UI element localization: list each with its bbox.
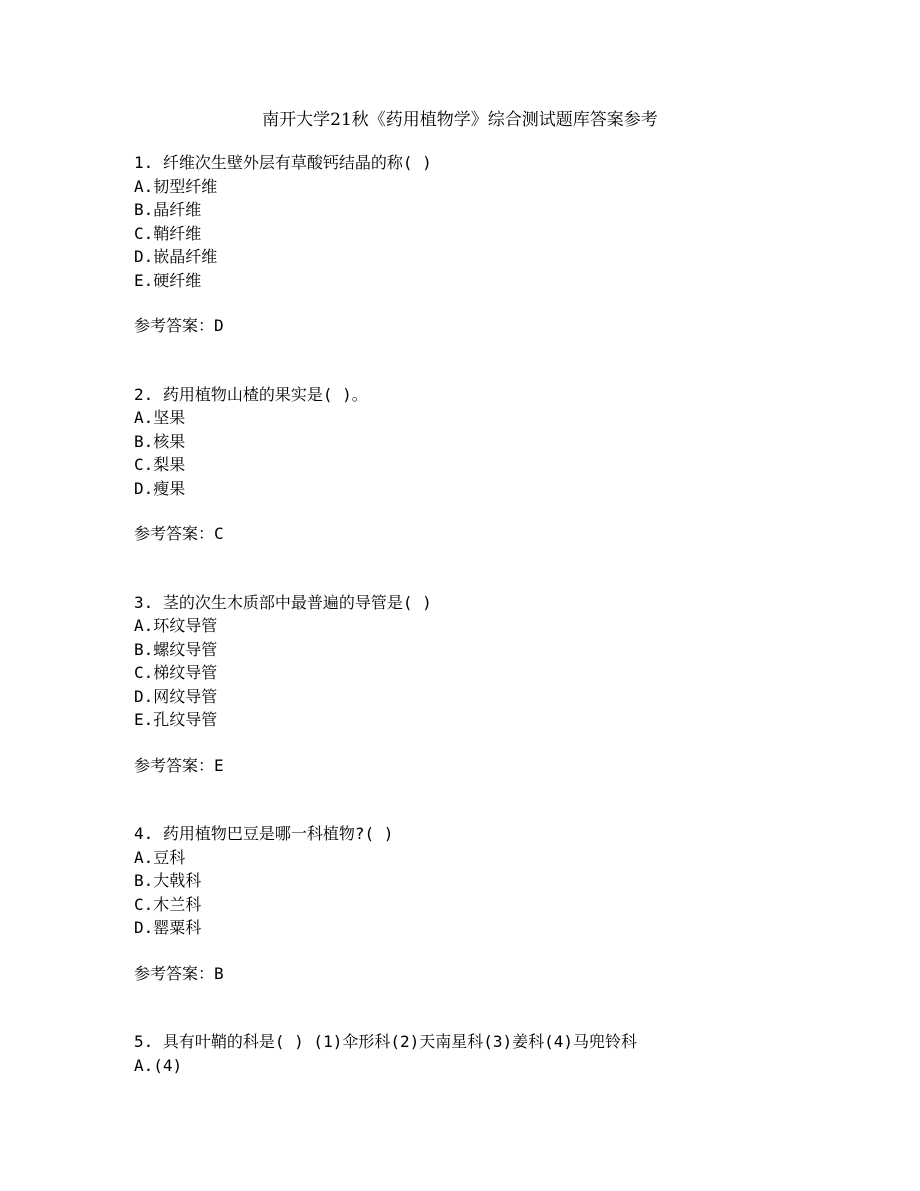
option-d: D.罂粟科 [134, 918, 202, 937]
question-stem: 1. 纤维次生壁外层有草酸钙结晶的称( ) [134, 153, 432, 172]
option-a: A.豆科 [134, 847, 186, 867]
reference-answer: 参考答案：E [134, 755, 224, 775]
option-c: C.梯纹导管 [134, 663, 218, 682]
option-a: A.坚果 [134, 408, 186, 427]
question-stem: 4. 药用植物巴豆是哪一科植物?( ) [134, 824, 394, 843]
option-e: E.孔纹导管 [134, 710, 218, 729]
option-c: C.梨果 [134, 455, 186, 474]
option-c: C.鞘纤维 [134, 223, 202, 243]
question-3 [134, 591, 834, 778]
question-stem: 3. 茎的次生木质部中最普遍的导管是( ) [134, 592, 432, 612]
question-5 [134, 1030, 834, 1077]
option-b: B.螺纹导管 [134, 639, 218, 659]
reference-answer: 参考答案：B [134, 963, 224, 983]
option-b: B.晶纤维 [134, 200, 202, 219]
option-b: B.核果 [134, 431, 186, 451]
question-2 [134, 383, 834, 546]
question-4 [134, 822, 834, 985]
reference-answer: 参考答案：C [134, 524, 224, 543]
option-a: A.(4) [134, 1055, 183, 1075]
option-d: D.瘦果 [134, 478, 186, 498]
question-stem: 2. 药用植物山楂的果实是( )。 [134, 384, 368, 404]
question-stem: 5. 具有叶鞘的科是( ) (1)伞形科(2)天南星科(3)姜科(4)马兜铃科 [134, 1032, 638, 1051]
option-e: E.硬纤维 [134, 270, 202, 290]
option-d: D.嵌晶纤维 [134, 247, 218, 266]
option-c: C.木兰科 [134, 894, 202, 914]
option-a: A.环纹导管 [134, 616, 218, 635]
option-b: B.大戟科 [134, 871, 202, 890]
page-title: 南开大学21秋《药用植物学》综合测试题库答案参考 [262, 110, 658, 130]
question-1 [134, 151, 834, 338]
reference-answer: 参考答案：D [134, 316, 224, 335]
option-a: A.韧型纤维 [134, 176, 218, 196]
question-list [134, 151, 834, 1077]
option-d: D.网纹导管 [134, 686, 218, 706]
